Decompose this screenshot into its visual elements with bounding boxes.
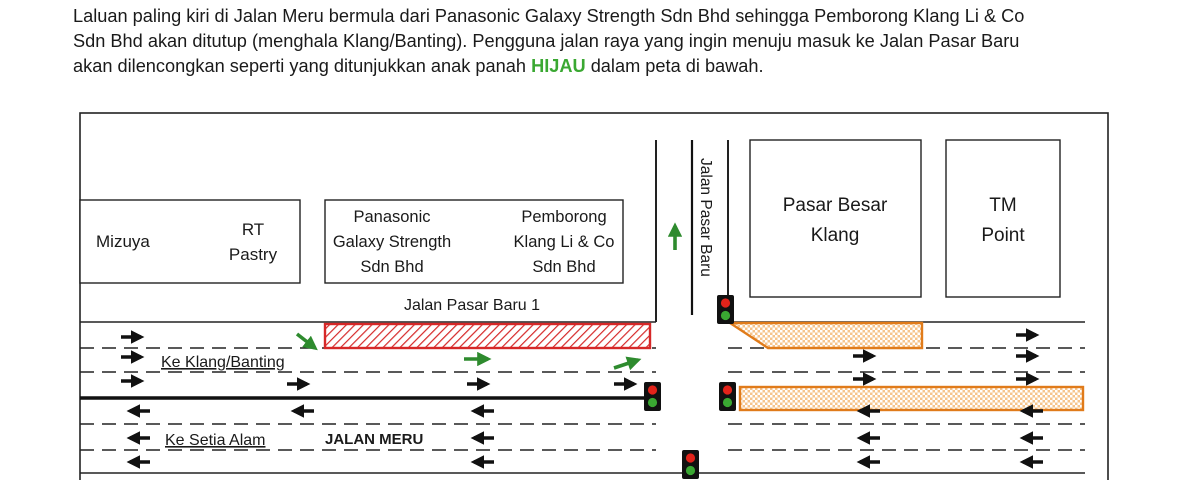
paragraph-line-3-end: dalam peta di bawah.: [585, 56, 764, 76]
label-jalan-meru: JALAN MERU: [325, 431, 424, 448]
label-panasonic-3: Sdn Bhd: [360, 258, 424, 276]
traffic-light-icon: [644, 382, 661, 411]
paragraph-line-1: Laluan paling kiri di Jalan Meru bermula dari Panasonic Galaxy Strength Sdn Bhd sehingga Pemborong Klang Li & Co: [73, 6, 1025, 26]
label-tm-point-1: TM: [989, 195, 1017, 216]
traffic-light-icon: [719, 382, 736, 411]
green-arrow-diagonal-down: [297, 334, 315, 348]
orange-hatched-area-top: [730, 323, 922, 348]
paragraph-line-3-start: akan dilencongkan seperti yang ditunjukkan anak panah: [73, 56, 532, 76]
label-pemborong-2: Klang Li & Co: [513, 233, 615, 251]
label-pasar-besar-2: Klang: [810, 225, 860, 246]
label-panasonic-2: Galaxy Strength: [332, 233, 452, 251]
green-arrow-diagonal-up: [614, 360, 638, 368]
building-tm-point: [946, 140, 1060, 297]
label-panasonic-1: Panasonic: [353, 208, 431, 226]
label-pasar-besar-1: Pasar Besar: [782, 195, 888, 216]
label-ke-klang-banting: Ke Klang/Banting: [161, 354, 285, 371]
label-pemborong-1: Pemborong: [521, 208, 607, 226]
label-tm-point-2: Point: [981, 225, 1025, 246]
label-ke-setia-alam: Ke Setia Alam: [165, 432, 266, 449]
traffic-light-icon: [717, 295, 734, 324]
traffic-arrows-westbound: [130, 411, 1043, 462]
label-rt-pastry-1: RT: [241, 220, 265, 239]
label-pemborong-3: Sdn Bhd: [532, 258, 596, 276]
label-mizuya: Mizuya: [96, 232, 150, 251]
label-jalan-pasar-baru-1: Jalan Pasar Baru 1: [403, 297, 541, 314]
orange-hatched-area-divider: [740, 387, 1083, 410]
label-rt-pastry-2: Pastry: [228, 245, 278, 264]
label-jalan-pasar-baru: Jalan Pasar Baru: [697, 158, 714, 277]
green-highlight-word: HIJAU: [531, 56, 586, 76]
building-pasar-besar-klang: [750, 140, 921, 297]
traffic-light-icon: [682, 450, 699, 479]
closed-lane-area: [325, 324, 650, 348]
paragraph-line-2: Sdn Bhd akan ditutup (menghala Klang/Banting). Pengguna jalan raya yang ingin menuju masuk ke Jalan Pasar Baru: [73, 31, 1020, 51]
